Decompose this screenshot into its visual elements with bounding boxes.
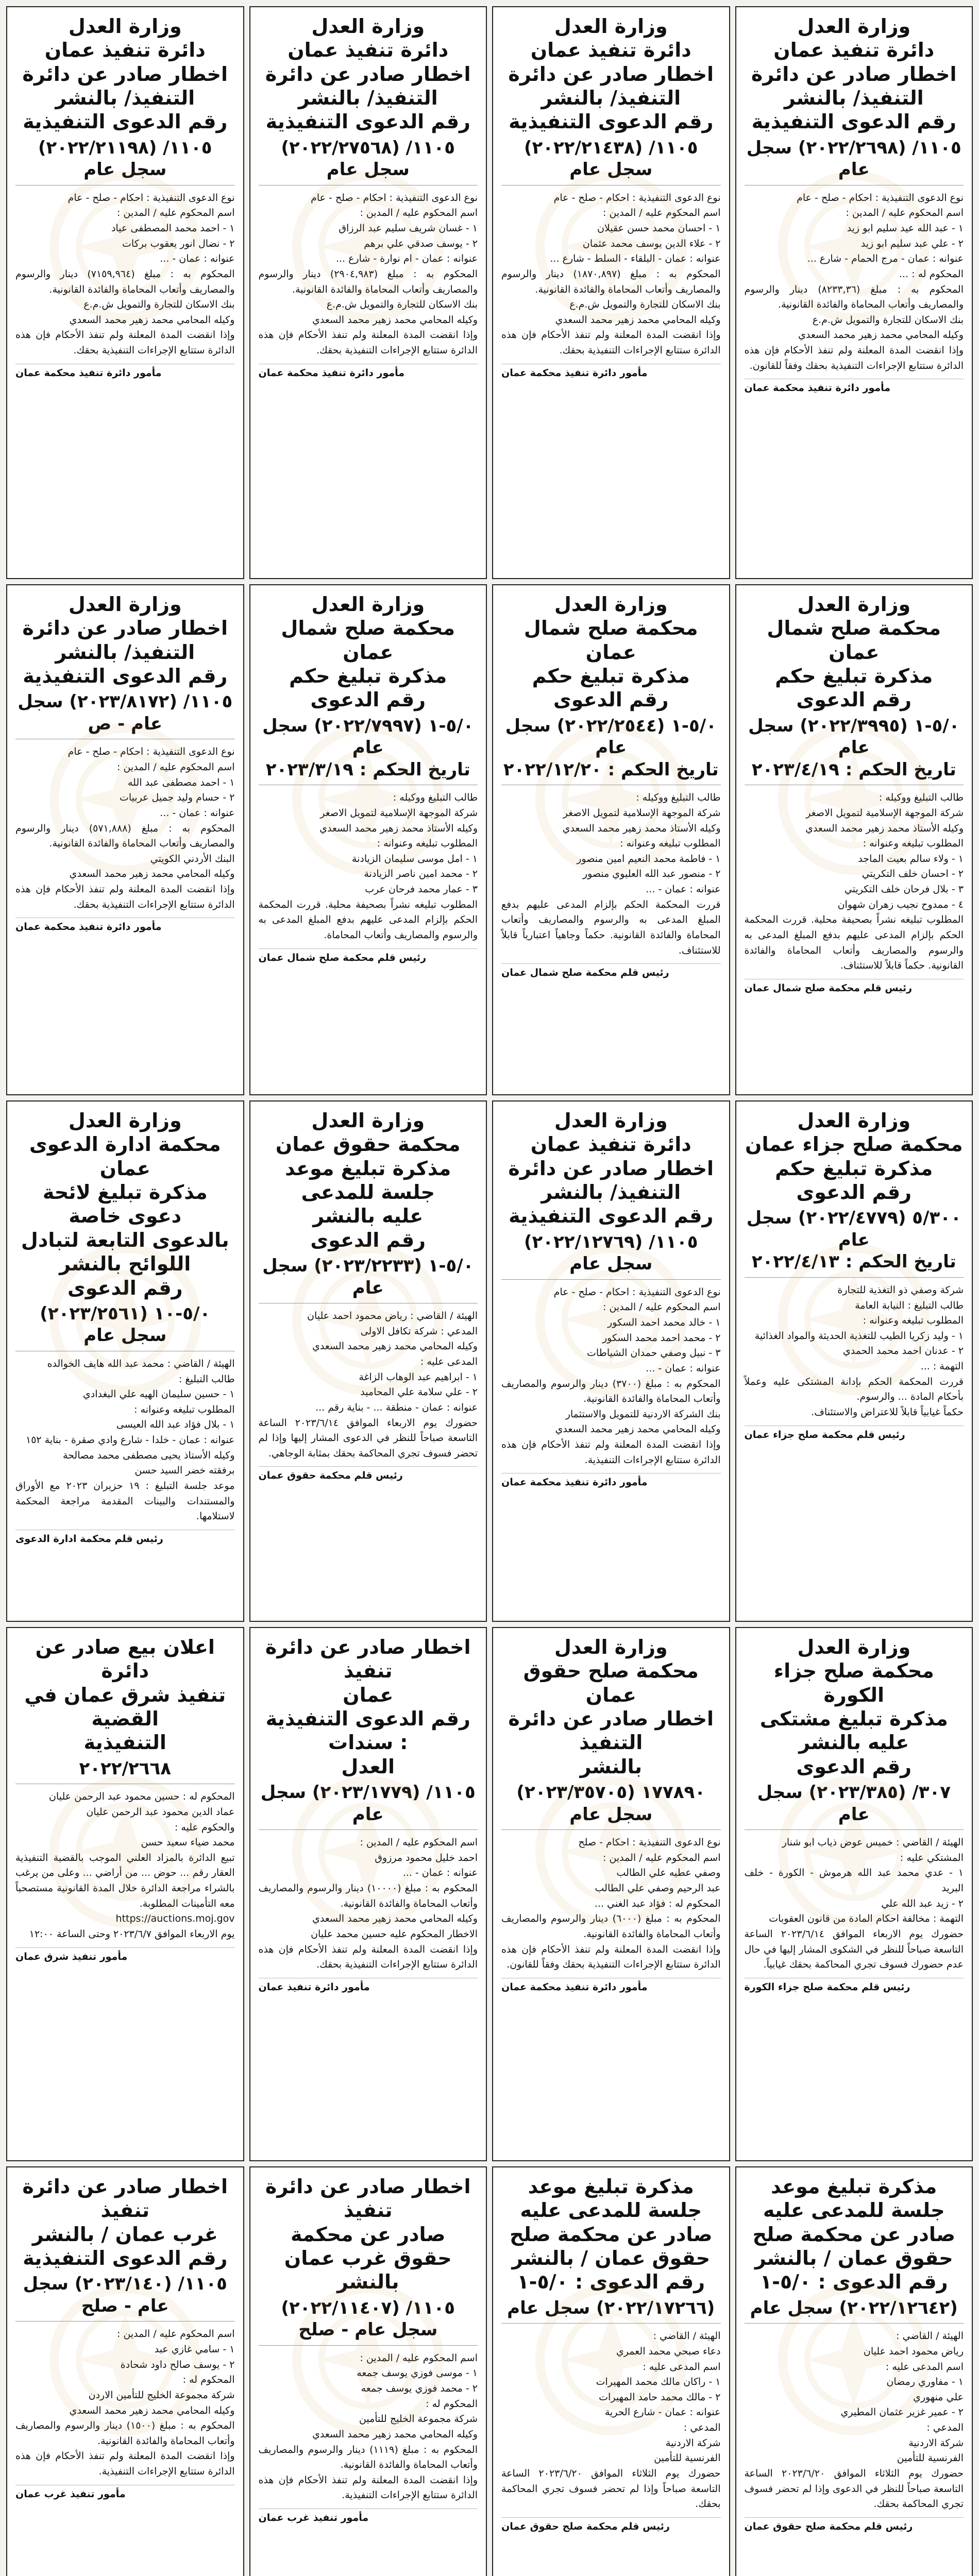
notice-header: اخطار صادر عن دائرة تنفيذ عمان رقم الدعوى التنفيذية : سندات العدل xyxy=(265,1636,471,1778)
notice-body: طالب التبليغ ووكيله : شركة الموجهة الإسلامية لتمويل الاصغر وكيله الأستاذ محمد زهير محمد السعدي المطلوب تبليغه وعنوانه : ١ - فاطمة محمد النعيم امين منصور ٢ - منصور عبد الله العليوي منصور عنوانه : عمان - ... قررت المحكمة الحكم بإلزام المدعى عليهم بدفع المبلغ المدعى به والرسوم والمصاريف وأتعاب المحاماة والفائدة القانونية. حكماً وجاهياً اعتبارياً قابلاً للاستئناف. xyxy=(501,792,721,956)
notice-footer: رئيس قلم محكمة صلح جزاء عمان xyxy=(745,1426,964,1440)
notice-header: وزارة العدل محكمة حقوق عمان مذكرة تبليغ موعد جلسة للمدعى عليه بالنشر رقم الدعوى xyxy=(275,1109,461,1251)
notice-footer: رئيس قلم محكمة صلح حقوق عمان xyxy=(501,2517,721,2532)
notice-card xyxy=(735,584,973,1095)
notice-body: نوع الدعوى التنفيذية : احكام - صلح - عام اسم المحكوم عليه / المدين : ١ - احسان محمد حسن عقيلان ٢ - علاء الدين يوسف محمد عثمان عنوانه : عمان - البلقاء - السلط - شارع ... المحكوم به : مبلغ (١٨٧٠,٨٩٧) دينار والرسوم والمصاريف وأتعاب المحاماة والفائدة القانونية. بنك الاسكان للتجارة والتمويل ش.م.ع وكيله المحامي محمد زهير محمد السعدي وإذا انقضت المدة المعلنة ولم تنفذ الأحكام فإن هذه الدائرة ستتابع الإجراءات التنفيذية بحقك. xyxy=(501,192,721,357)
notice-card xyxy=(249,6,487,579)
notice-card xyxy=(735,1627,973,2161)
notice-card xyxy=(492,2166,730,2576)
notice-body: اسم المحكوم عليه / المدين : ١ - سامي غازي عبد ٢ - يوسف صالح داود شحادة المحكوم له : شركة مجموعة الخليج للتأمين الاردن وكيله المحامي محمد زهير محمد السعدي المحكوم به : مبلغ (١٥٠٠) دينار والرسوم والمصاريف وأتعاب المحاماة والفائدة القانونية. وإذا انقضت المدة المعلنة ولم تنفذ الأحكام فإن هذه الدائرة ستتابع الإجراءات التنفيذية. xyxy=(15,2328,235,2478)
notice-header: وزارة العدل محكمة صلح شمال عمان مذكرة تبليغ حكم رقم الدعوى xyxy=(767,593,941,711)
notice-case-number: ٥/٠-١ (٢٠٢٢/٣٩٩٥) سجل عام تاريخ الحكم : ٢٠٢٣/٤/١٩ xyxy=(745,715,964,786)
notice-footer: رئيس قلم محكمة صلح شمال عمان xyxy=(259,948,478,963)
notice-case-number: ٥/٠-١ (٢٠٢٢/٧٩٩٧) سجل عام تاريخ الحكم : ٢٠٢٣/٣/١٩ xyxy=(259,715,478,786)
notice-card xyxy=(492,1627,730,2161)
notice-body: نوع الدعوى التنفيذية : احكام - صلح - عام اسم المحكوم عليه / المدين : ١ - احمد مصطفى عبد الله ٢ - حسام وليد جميل عربيات عنوانه : عمان - ... المحكوم به : مبلغ (٥٧١,٨٨٨) دينار والرسوم والمصاريف وأتعاب المحاماة والفائدة القانونية. البنك الأردني الكويتي وكيله المحامي محمد زهير محمد السعدي وإذا انقضت المدة المعلنة ولم تنفذ الأحكام فإن هذه الدائرة ستتابع الإجراءات التنفيذية بحقك. xyxy=(15,746,235,910)
notice-footer: رئيس قلم محكمة حقوق عمان xyxy=(259,1466,478,1481)
notice-card xyxy=(6,1100,244,1622)
notice-header: مذكرة تبليغ موعد جلسة للمدعى عليه صادر عن محكمة صلح حقوق عمان / بالنشر رقم الدعوى : ٥/٠-١ xyxy=(510,2175,713,2294)
notice-card xyxy=(492,1100,730,1622)
notice-body: الهيئة / القاضي : خميس عوض ذياب ابو شنار المشتكي عليه : ١ - عدي محمد عبد الله هرموش - الكورة - خلف البريد ٢ - زيد عبد الله علي التهمة : مخالفة احكام المادة من قانون العقوبات حضورك يوم الاربعاء الموافق ٢٠٢٣/٦/١٤ الساعة التاسعة صباحاً للنظر في الشكوى المشار إليها في حال عدم حضورك فسوف تجري المحاكمة بحقك غيابياً. xyxy=(744,1837,964,1971)
notice-header: وزارة العدل اخطار صادر عن دائرة التنفيذ/ بالنشر رقم الدعوى التنفيذية xyxy=(22,593,228,688)
notice-card xyxy=(6,584,244,1095)
notice-footer: رئيس قلم محكمة صلح جزاء الكورة xyxy=(745,1978,964,1993)
notice-card xyxy=(249,1627,487,2161)
notice-footer: مأمور دائرة تنفيذ عمان xyxy=(259,1978,478,1993)
notice-header: وزارة العدل دائرة تنفيذ عمان اخطار صادر عن دائرة التنفيذ/ بالنشر رقم الدعوى التنفيذية xyxy=(265,15,471,133)
notice-card xyxy=(735,1100,973,1622)
notice-footer: مأمور دائرة تنفيذ محكمة عمان xyxy=(501,364,721,379)
notice-card xyxy=(249,1100,487,1622)
notices-grid xyxy=(4,4,975,2576)
notice-footer: رئيس قلم محكمة ادارة الدعوى xyxy=(15,1530,235,1545)
notice-body: طالب التبليغ ووكيله : شركة الموجهة الإسلامية لتمويل الاصغر وكيله الأستاذ محمد زهير محمد السعدي المطلوب تبليغه وعنوانه : ١ - امل موسى سليمان الزيادنة ٢ - محمد امين ناصر الزيادنة ٣ - عمار محمد فرحان عرب المطلوب تبليغه نشراً بصحيفة محلية. قررت المحكمة الحكم بإلزام المدعى عليهم بدفع المبلغ المدعى به والرسوم والمصاريف وأتعاب المحاماة. xyxy=(258,792,478,941)
notice-footer: مأمور دائرة تنفيذ محكمة عمان xyxy=(15,918,235,933)
notice-body: نوع الدعوى التنفيذية : احكام - صلح - عام اسم المحكوم عليه / المدين : ١ - احمد محمد المصطفى عياد ٢ - نضال انور يعقوب بركات عنوانه : عمان - ... المحكوم به : مبلغ (٧١٥٩,٩٦٤) دينار والرسوم والمصاريف وأتعاب المحاماة والفائدة القانونية. بنك الاسكان للتجارة والتمويل ش.م.ع وكيله المحامي محمد زهير محمد السعدي وإذا انقضت المدة المعلنة ولم تنفذ الأحكام فإن هذه الدائرة ستتابع الإجراءات التنفيذية بحقك. xyxy=(15,192,235,357)
notice-body: شركة وصفي ذو التغذية للتجارة طالب التبليغ : النيابة العامة المطلوب تبليغه وعنوانه : ١ - وليد زكريا الطيب للتغذية الحديثة والمواد الغذائية ٢ - عدنان احمد محمد الحمدي التهمة : ... قررت المحكمة الحكم بإدانة المشتكى عليه وعملاً بأحكام المادة ... والرسوم. حكماً غيابياً قابلاً للاعتراض والاستئناف. xyxy=(744,1284,964,1418)
notice-header: وزارة العدل محكمة صلح شمال عمان مذكرة تبليغ حكم رقم الدعوى xyxy=(524,593,698,711)
notice-case-number: ١١٠٥/ (٢٠٢٢/١١٤٠٧) سجل عام - صلح xyxy=(259,2297,478,2346)
notice-footer: مأمور تنفيذ شرق عمان xyxy=(15,1947,235,1962)
notice-case-number: ١١٠٥/ (٢٠٢٢/١٢٧٦٩) سجل عام xyxy=(501,1231,721,1280)
notice-case-number: (٢٠٢٢/١٢٦٤٢) سجل عام xyxy=(745,2297,964,2324)
notice-header: وزارة العدل محكمة صلح حقوق عمان اخطار صادر عن دائرة التنفيذ بالنشر xyxy=(508,1636,714,1778)
notice-case-number: ٢٠٢٢/٢٦٦٨ xyxy=(15,1758,235,1785)
notice-case-number: ١٧٧٨٩٠ (٢٠٢٣/٣٥٧٠٥) سجل عام xyxy=(501,1782,721,1830)
notice-header: اعلان بيع صادر عن دائرة تنفيذ شرق عمان في القضية التنفيذية xyxy=(24,1636,226,1754)
notice-card xyxy=(6,1627,244,2161)
notice-body: اسم المحكوم عليه / المدين : احمد خليل محمود مرزوق عنوانه : عمان - ... المحكوم به : مبلغ (١٠٠٠٠) دينار والرسوم والمصاريف وأتعاب المحاماة والفائدة القانونية. وكيله المحامي محمد زهير محمد السعدي الاخطار المحكوم عليه حسين محمد عليان وإذا انقضت المدة المعلنة ولم تنفذ الأحكام فإن هذه الدائرة ستتابع الإجراءات التنفيذية بحقك. xyxy=(258,1837,478,1971)
notice-header: وزارة العدل دائرة تنفيذ عمان اخطار صادر عن دائرة التنفيذ/ بالنشر رقم الدعوى التنفيذية xyxy=(22,15,228,133)
notice-body: الهيئة / القاضي : دعاء صبحي محمد العمري اسم المدعى عليه : ١ - راكان مالك محمد المهيرات ٢ - مالك محمد حامد المهيرات عنوانه : عمان - شارع الحرية المدعي : شركة الاردنية الفرنسية للتأمين حضورك يوم الثلاثاء الموافق ٢٠٢٣/٦/٢٠ الساعة التاسعة صباحاً وإذا لم تحضر فسوف تجري المحاكمة بحقك. xyxy=(501,2330,721,2510)
notice-footer: رئيس قلم محكمة صلح شمال عمان xyxy=(745,979,964,994)
notice-body: طالب التبليغ ووكيله : شركة الموجهة الإسلامية لتمويل الاصغر وكيله الأستاذ محمد زهير محمد السعدي المطلوب تبليغه وعنوانه : ١ - ولاء سالم بعيت الماجد ٢ - احسان خلف التكريتي ٣ - بلال فرحان خلف التكريتي ٤ - ممدوح نجيب زهران شهوان المطلوب تبليغه نشراً بصحيفة محلية. قررت المحكمة الحكم بإلزام المدعى عليهم بدفع المبلغ المدعى به والرسوم والمصاريف وأتعاب المحاماة والفائدة القانونية. حكماً قابلاً للاستئناف. xyxy=(744,792,964,972)
notice-case-number: ٣٠٧/ (٢٠٢٣/٣٨٥) سجل عام xyxy=(745,1782,964,1830)
notice-body: نوع الدعوى التنفيذية : احكام - صلح اسم المحكوم عليه / المدين : وصفي عطيه علي الطالب عبد الرحيم وصفي علي الطالب المحكوم له : فؤاد عبد الغني ... المحكوم به : مبلغ (٦٠٠٠) دينار والرسوم والمصاريف وأتعاب المحاماة والفائدة القانونية. وإذا انقضت المدة المعلنة ولم تنفذ الأحكام فإن هذه الدائرة ستتابع الإجراءات التنفيذية بحقك وفقاً للقانون. xyxy=(501,1837,721,1971)
notice-case-number: (٢٠٢٢/١٧٢٦٦) سجل عام xyxy=(501,2297,721,2324)
notice-header: اخطار صادر عن دائرة تنفيذ صادر عن محكمة حقوق غرب عمان بالنشر xyxy=(265,2175,471,2294)
notice-body: المحكوم له : حسين محمود عبد الرحمن عليان عماد الدين محمود عبد الرحمن عليان والحكوم عليه : محمد ضياء سعيد حسن تبيع الدائرة بالمزاد العلني الموجب بالقضية التنفيذية العقار رقم ... حوض ... من أراضي ... وعلى من يرغب بالشراء مراجعة الدائرة خلال المدة القانونية مستصحباً معه التأمينات المطلوبة. https://auctions.moj.gov يوم الاربعاء الموافق ٢٠٢٣/٦/٧ وحتى الساعة ١٢:٠٠ xyxy=(15,1791,235,1940)
notice-case-number: ١١٠٥/ (٢٠٢٢/٢٦٩٨) سجل عام xyxy=(745,137,964,185)
notice-header: وزارة العدل محكمة صلح جزاء الكورة مذكرة تبليغ مشتكى عليه بالنشر رقم الدعوى xyxy=(759,1636,948,1778)
notice-case-number: ١١٠٥/ (٢٠٢٢/٢١٤٣٨) سجل عام xyxy=(501,137,721,185)
notice-body: نوع الدعوى التنفيذية : احكام - صلح - عام اسم المحكوم عليه / المدين : ١ - عبد الله عيد سليم ابو زيد ٢ - علي عبد سليم ابو زيد عنوانه : عمان - مرج الحمام - شارع ... المحكوم له : ... المحكوم به : مبلغ (٨٢٣٣,٣٦) دينار والرسوم والمصاريف وأتعاب المحاماة والفائدة القانونية. بنك الاسكان للتجارة والتمويل ش.م.ع وكيله المحامي محمد زهير محمد السعدي وإذا انقضت المدة المعلنة ولم تنفذ الأحكام فإن هذه الدائرة ستتابع الإجراءات التنفيذية بحقك وفقاً للقانون. xyxy=(744,192,964,371)
notice-case-number: ٥/٠-١ (٢٠٢٢/٢٥٤٤) سجل عام تاريخ الحكم : ٢٠٢٢/١٢/٢٠ xyxy=(501,715,721,786)
notice-header: وزارة العدل دائرة تنفيذ عمان اخطار صادر عن دائرة التنفيذ/ بالنشر رقم الدعوى التنفيذية xyxy=(751,15,957,133)
notice-footer: مأمور تنفيذ غرب عمان xyxy=(15,2485,235,2500)
notice-card xyxy=(249,584,487,1095)
notice-header: وزارة العدل دائرة تنفيذ عمان اخطار صادر عن دائرة التنفيذ/ بالنشر رقم الدعوى التنفيذية xyxy=(508,15,714,133)
notice-footer: رئيس قلم محكمة صلح شمال عمان xyxy=(501,963,721,978)
notice-case-number: ١١٠٥/ (٢٠٢٣/١٧٧٩) سجل عام xyxy=(259,1782,478,1830)
notice-case-number: ١١٠٥/ (٢٠٢٢/٢٧٥٦٨) سجل عام xyxy=(259,137,478,185)
notice-case-number: ٥/٣٠٠ (٢٠٢٢/٤٧٧٩) سجل عام تاريخ الحكم : ٢٠٢٢/٤/١٣ xyxy=(745,1207,964,1278)
notice-body: الهيئة / القاضي : رياض محمود احمد عليان اسم المدعى عليه : ١ - مفاوري رمضان علي منهوري ٢ - عمير غزير عثمان المطيري المدعي : شركة الاردنية الفرنسية للتأمين حضورك يوم الثلاثاء الموافق ٢٠٢٣/٦/٢٠ الساعة التاسعة صباحاً للنظر في الدعوى وإذا لم تحضر فسوف تجري المحاكمة بحقك. xyxy=(744,2330,964,2510)
notice-body: الهيئة / القاضي : محمد عبد الله هايف الخوالده طالب التبليغ : ١ - حسين سليمان الهيه علي البغدادي المطلوب تبليغه وعنوانه : ١ - بلال فؤاد عبد الله العيسى عنوانه : عمان - خلدا - شارع وادي صقرة - بناية ١٥٢ وكيله الأستاذ يحيى مصطفى محمد مصالحة برفقته خضر السيد حسن موعد جلسة التبليغ : ١٩ حزيران ٢٠٢٣ مع الأوراق والمستندات والبينات المقدمة مراجعة المحكمة لاستلامها. xyxy=(15,1358,235,1522)
notice-case-number: ١١٠٥/ (٢٠٢٢/٢١١٩٨) سجل عام xyxy=(15,137,235,185)
notice-header: وزارة العدل دائرة تنفيذ عمان اخطار صادر عن دائرة التنفيذ/ بالنشر رقم الدعوى التنفيذية xyxy=(508,1109,714,1228)
notice-footer: مأمور دائرة تنفيذ محكمة عمان xyxy=(15,364,235,379)
notice-case-number: ١١٠٥/ (٢٠٢٣/٨١٧٢) سجل عام - ص xyxy=(15,691,235,739)
notice-case-number: ٥/٠-١٠ (٢٠٢٣/٢٥٦١) سجل عام xyxy=(15,1303,235,1351)
notice-header: مذكرة تبليغ موعد جلسة للمدعى عليه صادر عن محكمة صلح حقوق عمان / بالنشر رقم الدعوى : ٥/٠-١ xyxy=(752,2175,955,2294)
notice-footer: مأمور تنفيذ غرب عمان xyxy=(259,2509,478,2523)
notice-footer: مأمور دائرة تنفيذ محكمة عمان xyxy=(745,379,964,394)
notice-body: الهيئة / القاضي : رياض محمود احمد عليان المدعي : شركة تكافل الاولى وكيله المحامي محمد زهير محمد السعدي المدعى عليه : ١ - ابراهيم عبد الوهاب الزاغة ٢ - علي سلامة علي المحاميد عنوانه : عمان - منطقة ... - بناية رقم ... حضورك يوم الاربعاء الموافق ٢٠٢٣/٦/١٤ الساعة التاسعة صباحاً للنظر في الدعوى المشار إليها وإذا لم تحضر فسوف تجري المحاكمة بحقك بمثابة الوجاهي. xyxy=(258,1310,478,1459)
notice-body: نوع الدعوى التنفيذية : احكام - صلح - عام اسم المحكوم عليه / المدين : ١ - خالد محمد احمد السكور ٢ - محمد احمد محمد السكور ٣ - نبيل وصفي حمدان الشياطات عنوانه : عمان - ... المحكوم به : مبلغ (٣٧٠٠) دينار والرسوم والمصاريف وأتعاب المحاماة والفائدة القانونية. بنك الشركة الاردنية للتمويل والاستثمار وكيله المحامي محمد زهير محمد السعدي وإذا انقضت المدة المعلنة ولم تنفذ الأحكام فإن هذه الدائرة ستتابع الإجراءات التنفيذية. xyxy=(501,1286,721,1466)
notice-footer: مأمور دائرة تنفيذ محكمة عمان xyxy=(501,1978,721,1993)
notice-card xyxy=(6,6,244,579)
notice-body: نوع الدعوى التنفيذية : احكام - صلح - عام اسم المحكوم عليه / المدين : ١ - غسان شريف سليم عبد الرزاق ٢ - يوسف صدقي علي برهم عنوانه : عمان - ام نوارة - شارع ... المحكوم به : مبلغ (٢٩٠٤,٩٨٣) دينار والرسوم والمصاريف وأتعاب المحاماة والفائدة القانونية. بنك الاسكان للتجارة والتمويل ش.م.ع وكيله المحامي محمد زهير محمد السعدي وإذا انقضت المدة المعلنة ولم تنفذ الأحكام فإن هذه الدائرة ستتابع الإجراءات التنفيذية بحقك. xyxy=(258,192,478,357)
notice-card xyxy=(492,584,730,1095)
notice-footer: مأمور دائرة تنفيذ محكمة عمان xyxy=(501,1473,721,1488)
notice-card xyxy=(249,2166,487,2576)
notice-header: اخطار صادر عن دائرة تنفيذ غرب عمان / بالنشر رقم الدعوى التنفيذية xyxy=(22,2175,228,2270)
notice-case-number: ٥/٠-١ (٢٠٢٣/٢٢٣٣) سجل عام xyxy=(259,1255,478,1303)
notice-card xyxy=(492,6,730,579)
notice-footer: مأمور دائرة تنفيذ محكمة عمان xyxy=(259,364,478,379)
notice-case-number: ١١٠٥/ (٢٠٢٣/١٤٠) سجل عام - صلح xyxy=(15,2273,235,2321)
notice-header: وزارة العدل محكمة صلح شمال عمان مذكرة تبليغ حكم رقم الدعوى xyxy=(281,593,455,711)
notice-card xyxy=(735,6,973,579)
notice-card xyxy=(735,2166,973,2576)
notice-footer: رئيس قلم محكمة صلح حقوق عمان xyxy=(745,2517,964,2532)
notice-header: وزارة العدل محكمة ادارة الدعوى عمان مذكرة تبليغ لائحة دعوى خاصة بالدعوى التابعة لتبادل اللوائح بالنشر رقم الدعوى xyxy=(21,1109,229,1299)
notice-header: وزارة العدل محكمة صلح جزاء عمان مذكرة تبليغ حكم رقم الدعوى xyxy=(745,1109,963,1204)
notice-card xyxy=(6,2166,244,2576)
notice-body: اسم المحكوم عليه / المدين : ١ - موسى فوزي يوسف جمعه ٢ - محمد فوزي يوسف جمعه المحكوم له : شركة مجموعة الخليج للتأمين وكيله المحامي محمد زهير محمد السعدي المحكوم به : مبلغ (١١١٩) دينار والرسوم والمصاريف وأتعاب المحاماة والفائدة القانونية. وإذا انقضت المدة المعلنة ولم تنفذ الأحكام فإن هذه الدائرة ستتابع الإجراءات التنفيذية. xyxy=(258,2352,478,2501)
